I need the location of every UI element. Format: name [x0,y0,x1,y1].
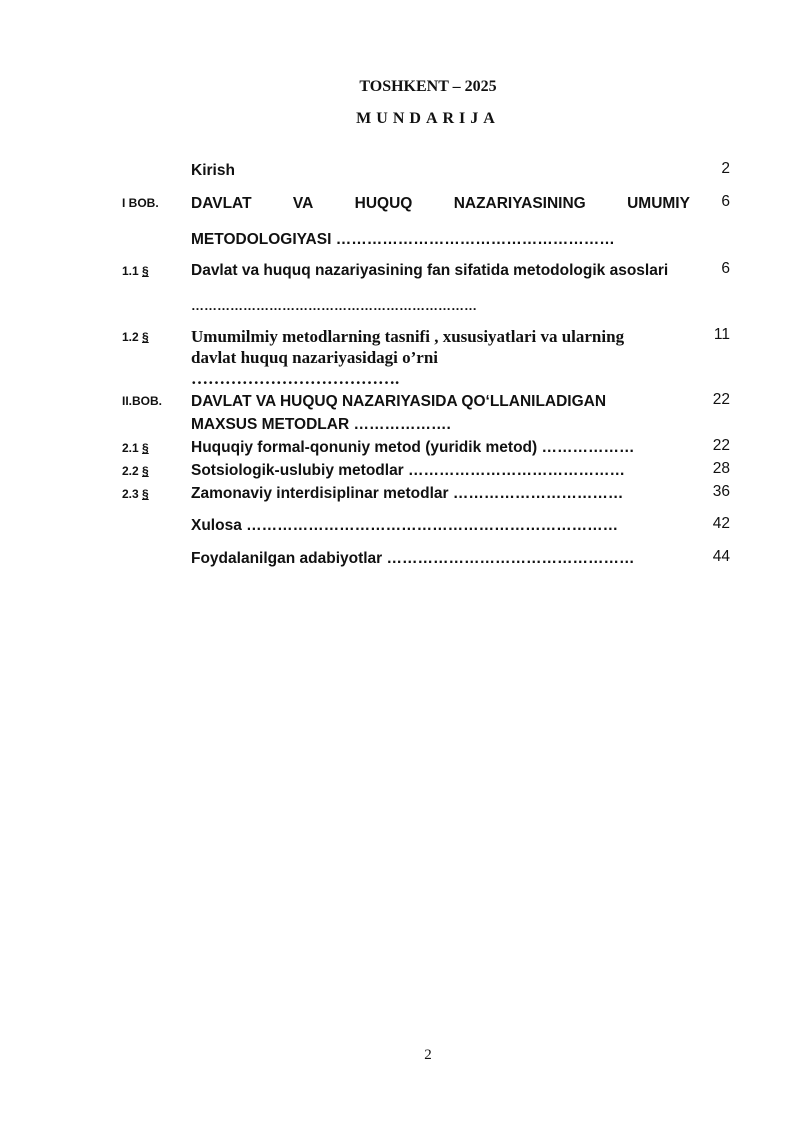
toc-references-page: 44 [712,548,730,565]
section-sign: § [142,330,149,344]
toc-conclusion-label: Xulosa ……………………………………………………………… [191,517,619,534]
toc-s11-page: 6 [721,260,730,277]
section-sign: § [142,487,149,501]
toc-s21-page: 22 [712,437,730,454]
toc-intro-label: Kirish [191,162,235,179]
toc-s22-number [122,464,149,478]
toc-s11-title-line1: Davlat va huquq nazariyasining fan sifatida metodologik asoslari [191,262,669,279]
toc-s22-page: 28 [712,460,730,477]
toc-conclusion-page: 42 [712,515,730,532]
toc-s11-number [122,264,149,278]
toc-ch2-page: 22 [712,391,730,408]
toc-ch2-title-line2: MAXSUS METODLAR ………………. [191,416,451,433]
toc-s12-title-line1: Umumilmiy metodlarning tasnifi , xususiyatlari va ularning [191,327,625,346]
toc-ch2-title-line1: DAVLAT VA HUQUQ NAZARIYASIDA QOʻLLANILADIGAN [191,393,607,410]
toc-ch2-number: II.BOB. [122,394,163,408]
toc-s23-title: Zamonaviy interdisiplinar metodlar …………………………… [191,485,624,502]
toc-ch1-page: 6 [721,193,730,210]
toc-ch1-word: UMUMIY [627,195,690,212]
page-number: 2 [424,1047,432,1063]
toc-s21-title: Huquqiy formal-qonuniy metod (yuridik metod) ……………… [191,439,635,456]
toc-s23-num: 2.3 [122,487,139,501]
toc-ch1-number: I BOB. [122,196,159,210]
toc-ch1-title-line1 [191,193,690,215]
toc-ch1-title-line2: METODOLOGIYASI ……………………………………………… [191,231,615,248]
toc-s12-num: 1.2 [122,330,139,344]
toc-intro-page: 2 [721,160,730,177]
header-city-year: TOSHKENT – 2025 [359,78,497,95]
toc-s12-number [122,330,149,344]
toc-s22-num: 2.2 [122,464,139,478]
section-sign: § [142,464,149,478]
toc-references-label: Foydalanilgan adabiyotlar ………………………………………… [191,550,635,567]
toc-ch1-word: DAVLAT [191,195,252,212]
section-sign: § [142,264,149,278]
toc-ch1-word: VA [292,195,314,212]
toc-s23-page: 36 [712,483,730,500]
toc-s11-num: 1.1 [122,264,139,278]
toc-s23-number [122,487,149,501]
toc-s12-title-line3: ………………………………. [191,369,400,388]
toc-ch1-word: HUQUQ [354,195,413,212]
page-title: MUNDARIJA [356,110,500,127]
toc-s12-title-line2: davlat huquq nazariyasidagi o’rni [191,348,439,367]
section-sign: § [142,441,149,455]
toc-s12-page: 11 [713,326,730,343]
toc-s11-title-line2: ………………………………………………………… [191,298,477,313]
toc-s21-number [122,441,149,455]
toc-ch1-word: NAZARIYASINING [453,195,586,212]
toc-s21-num: 2.1 [122,441,139,455]
toc-s22-title: Sotsiologik-uslubiy metodlar …………………………………… [191,462,626,479]
